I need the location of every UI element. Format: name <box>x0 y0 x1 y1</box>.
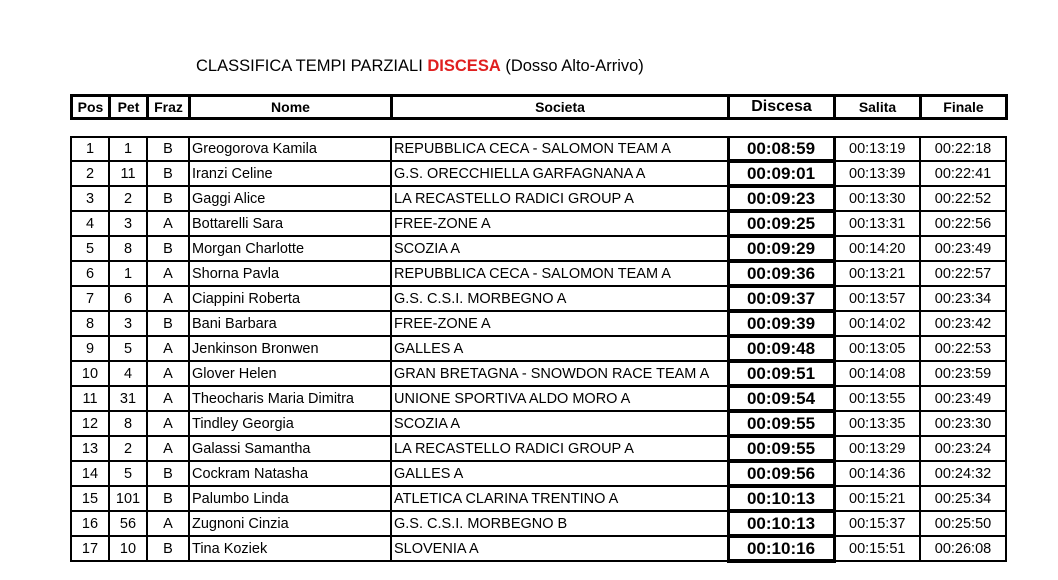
cell-nome: Cockram Natasha <box>189 461 391 486</box>
cell-nome: Tina Koziek <box>189 536 391 561</box>
cell-salita: 00:13:35 <box>834 411 920 436</box>
cell-pet: 3 <box>109 211 147 236</box>
cell-fraz: A <box>147 211 189 236</box>
cell-salita: 00:14:20 <box>834 236 920 261</box>
cell-fraz: A <box>147 411 189 436</box>
cell-societa: G.S. C.S.I. MORBEGNO A <box>391 286 728 311</box>
cell-fraz: B <box>147 311 189 336</box>
cell-discesa: 00:09:23 <box>728 186 834 211</box>
cell-finale: 00:26:08 <box>920 536 1006 561</box>
col-header-salita: Salita <box>835 96 921 119</box>
cell-societa: LA RECASTELLO RADICI GROUP A <box>391 186 728 211</box>
cell-salita: 00:13:29 <box>834 436 920 461</box>
cell-nome: Palumbo Linda <box>189 486 391 511</box>
table-row <box>71 411 1006 436</box>
cell-pos: 7 <box>71 286 109 311</box>
cell-pos: 16 <box>71 511 109 536</box>
table-row <box>71 161 1006 186</box>
cell-societa: FREE-ZONE A <box>391 211 728 236</box>
cell-pos: 12 <box>71 411 109 436</box>
cell-nome: Jenkinson Bronwen <box>189 336 391 361</box>
cell-pet: 5 <box>109 461 147 486</box>
cell-nome: Bani Barbara <box>189 311 391 336</box>
cell-fraz: B <box>147 461 189 486</box>
table-row <box>71 137 1006 161</box>
cell-societa: SCOZIA A <box>391 411 728 436</box>
cell-nome: Bottarelli Sara <box>189 211 391 236</box>
cell-fraz: A <box>147 361 189 386</box>
cell-finale: 00:22:52 <box>920 186 1006 211</box>
cell-finale: 00:23:49 <box>920 236 1006 261</box>
table-row <box>71 511 1006 536</box>
cell-nome: Greogorova Kamila <box>189 137 391 161</box>
cell-salita: 00:13:55 <box>834 386 920 411</box>
cell-nome: Tindley Georgia <box>189 411 391 436</box>
cell-finale: 00:25:34 <box>920 486 1006 511</box>
cell-finale: 00:22:57 <box>920 261 1006 286</box>
cell-societa: ATLETICA CLARINA TRENTINO A <box>391 486 728 511</box>
cell-pos: 10 <box>71 361 109 386</box>
page-title <box>196 57 644 76</box>
cell-societa: G.S. C.S.I. MORBEGNO B <box>391 511 728 536</box>
cell-salita: 00:13:57 <box>834 286 920 311</box>
table-row <box>71 436 1006 461</box>
cell-fraz: B <box>147 536 189 561</box>
cell-pos: 8 <box>71 311 109 336</box>
cell-fraz: B <box>147 186 189 211</box>
cell-pos: 14 <box>71 461 109 486</box>
cell-pos: 9 <box>71 336 109 361</box>
cell-salita: 00:15:21 <box>834 486 920 511</box>
cell-salita: 00:14:36 <box>834 461 920 486</box>
cell-pos: 15 <box>71 486 109 511</box>
table-row <box>71 286 1006 311</box>
cell-societa: G.S. ORECCHIELLA GARFAGNANA A <box>391 161 728 186</box>
cell-finale: 00:23:42 <box>920 311 1006 336</box>
cell-societa: GRAN BRETAGNA - SNOWDON RACE TEAM A <box>391 361 728 386</box>
cell-pet: 8 <box>109 236 147 261</box>
cell-finale: 00:22:56 <box>920 211 1006 236</box>
cell-pet: 2 <box>109 186 147 211</box>
cell-nome: Zugnoni Cinzia <box>189 511 391 536</box>
cell-pos: 11 <box>71 386 109 411</box>
cell-fraz: A <box>147 511 189 536</box>
cell-finale: 00:23:24 <box>920 436 1006 461</box>
cell-discesa: 00:09:56 <box>728 461 834 486</box>
cell-discesa: 00:10:16 <box>728 536 834 561</box>
title-highlight: DISCESA <box>427 57 501 75</box>
cell-finale: 00:24:32 <box>920 461 1006 486</box>
cell-discesa: 00:09:51 <box>728 361 834 386</box>
cell-pos: 1 <box>71 137 109 161</box>
cell-societa: GALLES A <box>391 336 728 361</box>
cell-salita: 00:13:39 <box>834 161 920 186</box>
table-row <box>71 236 1006 261</box>
col-header-pos: Pos <box>72 96 110 119</box>
cell-salita: 00:13:30 <box>834 186 920 211</box>
cell-discesa: 00:09:25 <box>728 211 834 236</box>
cell-pos: 2 <box>71 161 109 186</box>
cell-fraz: A <box>147 261 189 286</box>
cell-pet: 6 <box>109 286 147 311</box>
cell-pet: 11 <box>109 161 147 186</box>
cell-salita: 00:13:31 <box>834 211 920 236</box>
cell-nome: Galassi Samantha <box>189 436 391 461</box>
table-row <box>71 186 1006 211</box>
cell-societa: SCOZIA A <box>391 236 728 261</box>
cell-pet: 5 <box>109 336 147 361</box>
cell-discesa: 00:09:39 <box>728 311 834 336</box>
table-row <box>71 536 1006 561</box>
col-header-fraz: Fraz <box>148 96 190 119</box>
header-row <box>70 94 1008 120</box>
cell-discesa: 00:09:55 <box>728 436 834 461</box>
cell-societa: REPUBBLICA CECA - SALOMON TEAM A <box>391 261 728 286</box>
cell-fraz: A <box>147 336 189 361</box>
col-header-societa: Societa <box>392 96 729 119</box>
table-row <box>71 261 1006 286</box>
cell-fraz: B <box>147 161 189 186</box>
cell-discesa: 00:09:29 <box>728 236 834 261</box>
table-row <box>71 461 1006 486</box>
cell-fraz: B <box>147 486 189 511</box>
cell-societa: SLOVENIA A <box>391 536 728 561</box>
cell-fraz: B <box>147 137 189 161</box>
cell-finale: 00:22:53 <box>920 336 1006 361</box>
cell-salita: 00:15:37 <box>834 511 920 536</box>
table-row <box>71 361 1006 386</box>
cell-fraz: A <box>147 386 189 411</box>
cell-discesa: 00:09:01 <box>728 161 834 186</box>
cell-pet: 8 <box>109 411 147 436</box>
cell-discesa: 00:10:13 <box>728 511 834 536</box>
cell-fraz: B <box>147 236 189 261</box>
cell-discesa: 00:09:55 <box>728 411 834 436</box>
cell-nome: Morgan Charlotte <box>189 236 391 261</box>
cell-pet: 10 <box>109 536 147 561</box>
cell-pos: 5 <box>71 236 109 261</box>
cell-salita: 00:14:02 <box>834 311 920 336</box>
cell-finale: 00:23:30 <box>920 411 1006 436</box>
cell-pet: 2 <box>109 436 147 461</box>
cell-societa: UNIONE SPORTIVA ALDO MORO A <box>391 386 728 411</box>
col-header-nome: Nome <box>190 96 392 119</box>
cell-pet: 3 <box>109 311 147 336</box>
cell-nome: Ciappini Roberta <box>189 286 391 311</box>
cell-salita: 00:14:08 <box>834 361 920 386</box>
cell-pet: 4 <box>109 361 147 386</box>
results-table <box>70 136 1007 563</box>
col-header-pet: Pet <box>110 96 148 119</box>
cell-finale: 00:22:41 <box>920 161 1006 186</box>
cell-salita: 00:13:05 <box>834 336 920 361</box>
title-prefix: CLASSIFICA TEMPI PARZIALI <box>196 57 423 75</box>
cell-discesa: 00:09:37 <box>728 286 834 311</box>
cell-pet: 101 <box>109 486 147 511</box>
cell-finale: 00:22:18 <box>920 137 1006 161</box>
cell-nome: Shorna Pavla <box>189 261 391 286</box>
table-row <box>71 211 1006 236</box>
cell-finale: 00:23:59 <box>920 361 1006 386</box>
cell-pet: 31 <box>109 386 147 411</box>
col-header-finale: Finale <box>921 96 1007 119</box>
cell-fraz: A <box>147 286 189 311</box>
cell-discesa: 00:08:59 <box>728 137 834 161</box>
cell-fraz: A <box>147 436 189 461</box>
cell-finale: 00:25:50 <box>920 511 1006 536</box>
cell-pos: 3 <box>71 186 109 211</box>
table-row <box>71 336 1006 361</box>
cell-pet: 56 <box>109 511 147 536</box>
table-row <box>71 486 1006 511</box>
cell-nome: Theocharis Maria Dimitra <box>189 386 391 411</box>
cell-societa: REPUBBLICA CECA - SALOMON TEAM A <box>391 137 728 161</box>
cell-salita: 00:13:21 <box>834 261 920 286</box>
table-row <box>71 386 1006 411</box>
cell-societa: FREE-ZONE A <box>391 311 728 336</box>
cell-finale: 00:23:34 <box>920 286 1006 311</box>
col-header-discesa: Discesa <box>729 96 835 119</box>
cell-discesa: 00:09:48 <box>728 336 834 361</box>
cell-nome: Gaggi Alice <box>189 186 391 211</box>
cell-discesa: 00:09:36 <box>728 261 834 286</box>
cell-salita: 00:13:19 <box>834 137 920 161</box>
cell-societa: GALLES A <box>391 461 728 486</box>
cell-pet: 1 <box>109 137 147 161</box>
cell-finale: 00:23:49 <box>920 386 1006 411</box>
cell-pet: 1 <box>109 261 147 286</box>
cell-pos: 6 <box>71 261 109 286</box>
cell-nome: Glover Helen <box>189 361 391 386</box>
cell-pos: 17 <box>71 536 109 561</box>
cell-discesa: 00:10:13 <box>728 486 834 511</box>
table-row <box>71 311 1006 336</box>
cell-nome: Iranzi Celine <box>189 161 391 186</box>
cell-societa: LA RECASTELLO RADICI GROUP A <box>391 436 728 461</box>
cell-pos: 4 <box>71 211 109 236</box>
cell-discesa: 00:09:54 <box>728 386 834 411</box>
cell-pos: 13 <box>71 436 109 461</box>
cell-salita: 00:15:51 <box>834 536 920 561</box>
title-suffix: (Dosso Alto-Arrivo) <box>505 57 644 75</box>
